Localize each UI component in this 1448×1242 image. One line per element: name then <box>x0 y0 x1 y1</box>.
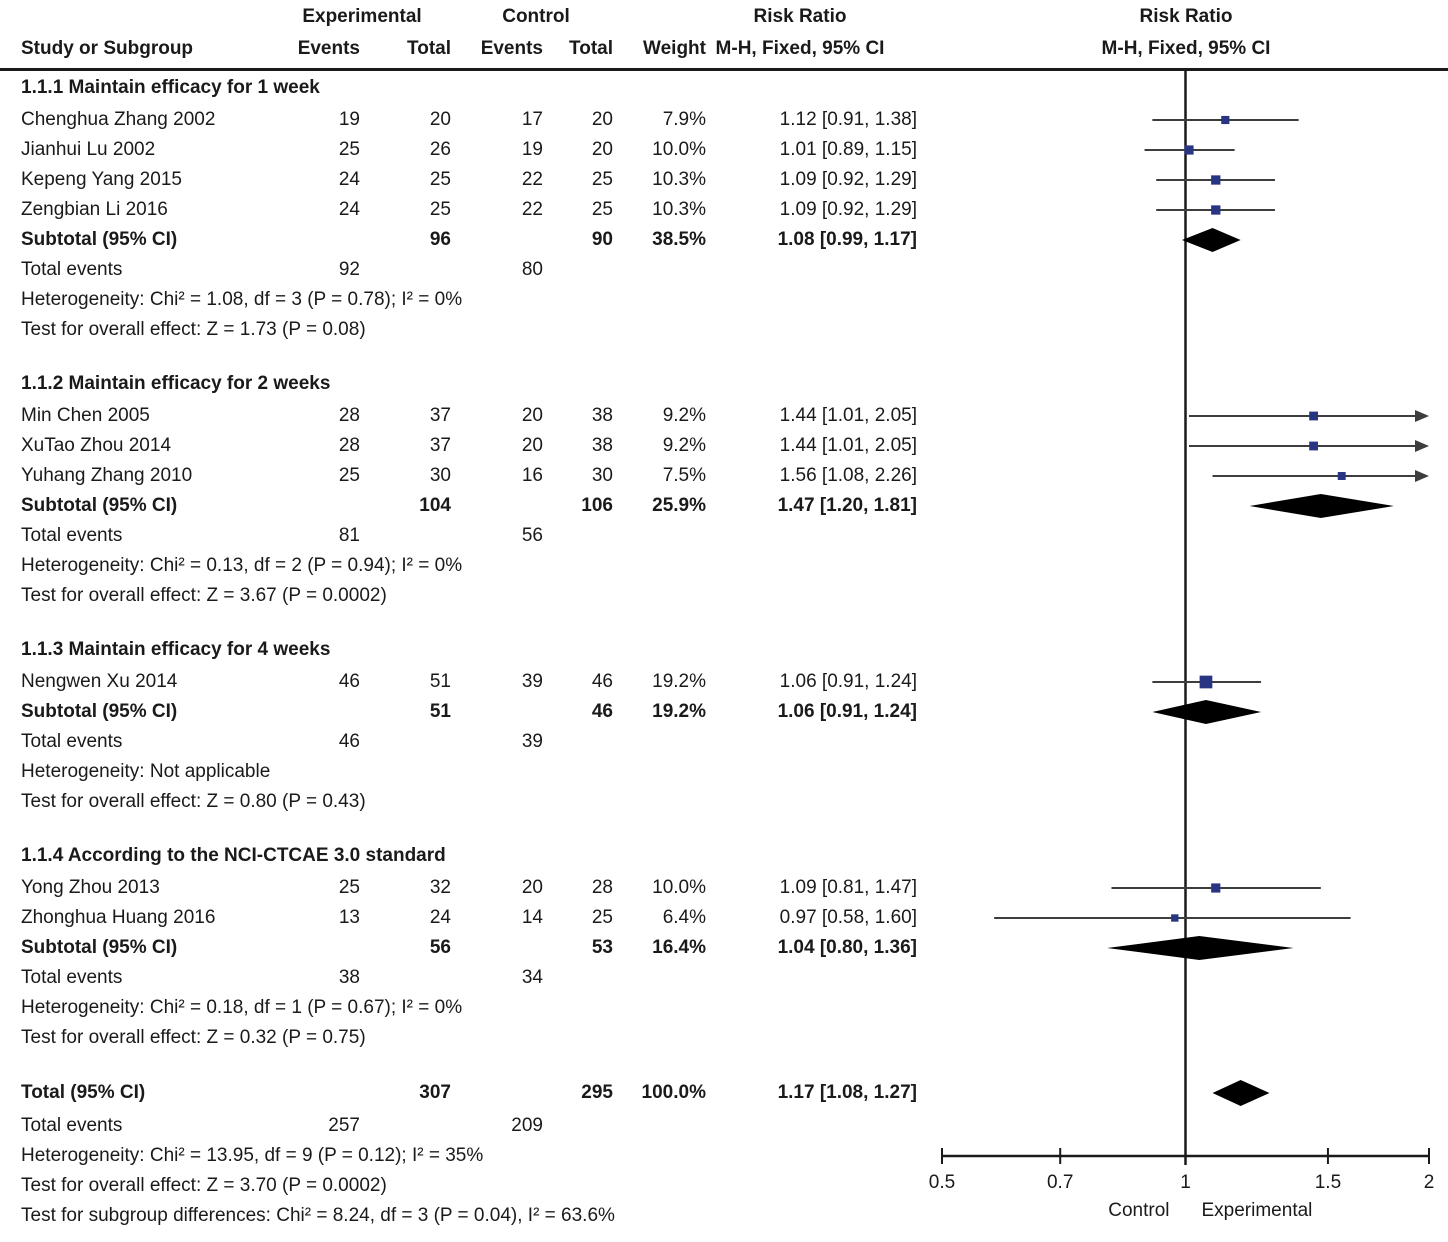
col-method-plot: M-H, Fixed, 95% CI <box>1101 38 1271 59</box>
ctrl-events: 19 <box>521 139 543 160</box>
study-name: Zhonghua Huang 2016 <box>21 907 216 928</box>
table-row <box>0 255 1448 285</box>
exp-events: 24 <box>338 169 360 190</box>
exp-total: 307 <box>419 1082 451 1103</box>
table-row <box>0 933 1448 963</box>
exp-events: 25 <box>338 465 360 486</box>
table-row <box>0 195 1448 225</box>
weight: 19.2% <box>652 701 706 722</box>
col-method-text: M-H, Fixed, 95% CI <box>715 38 885 59</box>
ctrl-total: 106 <box>581 495 613 516</box>
col-ctrl-events: Events <box>480 38 543 59</box>
weight: 6.4% <box>662 907 706 928</box>
total-events-label: Total events <box>21 1115 123 1136</box>
study-name: Yong Zhou 2013 <box>21 877 160 898</box>
exp-total: 104 <box>419 495 451 516</box>
risk-ratio-ci: 1.04 [0.80, 1.36] <box>777 937 917 958</box>
table-row <box>0 285 1448 315</box>
weight: 25.9% <box>652 495 706 516</box>
weight: 10.0% <box>652 139 706 160</box>
total-events-exp: 257 <box>328 1115 360 1136</box>
total-events-exp: 81 <box>338 525 360 546</box>
weight: 10.3% <box>652 199 706 220</box>
exp-total: 37 <box>429 405 451 426</box>
table-row <box>0 105 1448 135</box>
risk-ratio-ci: 1.56 [1.08, 2.26] <box>779 465 917 486</box>
subtotal-label: Subtotal (95% CI) <box>21 495 178 516</box>
col-weight: Weight <box>643 38 706 59</box>
overall-effect-text: Test for overall effect: Z = 0.32 (P = 0.75) <box>21 1027 366 1048</box>
heterogeneity-text: Heterogeneity: Chi² = 0.13, df = 2 (P = 0.94); I² = 0% <box>21 555 463 576</box>
total-events-exp: 92 <box>338 259 360 280</box>
weight: 19.2% <box>652 671 706 692</box>
weight: 16.4% <box>652 937 706 958</box>
risk-ratio-ci: 1.44 [1.01, 2.05] <box>779 405 917 426</box>
axis-tick-label: 1 <box>1180 1172 1191 1193</box>
col-ctrl-total: Total <box>569 38 613 59</box>
table-row <box>0 667 1448 697</box>
col-group-control: Control <box>502 6 570 27</box>
ctrl-events: 20 <box>521 877 543 898</box>
ctrl-total: 28 <box>591 877 613 898</box>
exp-total: 32 <box>429 877 451 898</box>
ctrl-events: 20 <box>521 435 543 456</box>
table-row <box>0 1141 1448 1171</box>
table-row <box>0 491 1448 521</box>
risk-ratio-ci: 1.09 [0.92, 1.29] <box>779 199 917 220</box>
ctrl-total: 38 <box>591 405 613 426</box>
col-exp-total: Total <box>407 38 451 59</box>
table-row <box>0 225 1448 255</box>
table-row <box>0 401 1448 431</box>
subtotal-label: Subtotal (95% CI) <box>21 937 178 958</box>
total-events-ctrl: 209 <box>511 1115 543 1136</box>
table-row <box>0 787 1448 817</box>
weight: 7.5% <box>662 465 706 486</box>
subgroup-title: 1.1.3 Maintain efficacy for 4 weeks <box>21 639 331 660</box>
axis-tick-label: 2 <box>1423 1172 1435 1193</box>
risk-ratio-ci: 1.09 [0.81, 1.47] <box>779 877 917 898</box>
total-label: Total (95% CI) <box>21 1082 146 1103</box>
study-name: Yuhang Zhang 2010 <box>21 465 193 486</box>
weight: 10.3% <box>652 169 706 190</box>
risk-ratio-ci: 1.06 [0.91, 1.24] <box>779 671 917 692</box>
exp-total: 30 <box>429 465 451 486</box>
exp-total: 26 <box>429 139 451 160</box>
ctrl-total: 20 <box>591 109 613 130</box>
risk-ratio-ci: 1.12 [0.91, 1.38] <box>779 109 917 130</box>
col-effect-title-text: Risk Ratio <box>753 6 847 27</box>
total-events-label: Total events <box>21 967 123 988</box>
overall-effect-text: Test for overall effect: Z = 1.73 (P = 0.08) <box>21 319 366 340</box>
table-row <box>0 367 1448 401</box>
axis-tick-label: 0.5 <box>928 1172 956 1193</box>
exp-events: 25 <box>338 877 360 898</box>
exp-events: 28 <box>338 435 360 456</box>
axis-left-label: Control <box>1108 1200 1170 1221</box>
col-effect-title-plot: Risk Ratio <box>1139 6 1233 27</box>
exp-events: 46 <box>338 671 360 692</box>
table-row <box>0 1075 1448 1111</box>
overall-effect-text: Test for overall effect: Z = 3.67 (P = 0.0002) <box>21 585 387 606</box>
exp-total: 20 <box>429 109 451 130</box>
exp-total: 25 <box>429 169 451 190</box>
exp-total: 25 <box>429 199 451 220</box>
axis-right-label: Experimental <box>1201 1200 1313 1221</box>
risk-ratio-ci: 1.44 [1.01, 2.05] <box>779 435 917 456</box>
ctrl-total: 295 <box>581 1082 613 1103</box>
ctrl-total: 38 <box>591 435 613 456</box>
study-name: Nengwen Xu 2014 <box>21 671 178 692</box>
subtotal-label: Subtotal (95% CI) <box>21 229 178 250</box>
total-events-label: Total events <box>21 259 123 280</box>
table-row <box>0 461 1448 491</box>
total-events-label: Total events <box>21 525 123 546</box>
risk-ratio-ci: 0.97 [0.58, 1.60] <box>779 907 917 928</box>
ctrl-total: 25 <box>591 907 613 928</box>
exp-total: 37 <box>429 435 451 456</box>
weight: 10.0% <box>652 877 706 898</box>
table-header <box>0 0 1448 71</box>
heterogeneity-text: Heterogeneity: Chi² = 13.95, df = 9 (P = 0.12); I² = 35% <box>21 1145 484 1166</box>
table-row <box>0 839 1448 873</box>
table-row <box>0 757 1448 787</box>
subgroup-title: 1.1.1 Maintain efficacy for 1 week <box>21 77 320 98</box>
table-row <box>0 873 1448 903</box>
ctrl-events: 16 <box>521 465 543 486</box>
total-events-exp: 46 <box>338 731 360 752</box>
ctrl-total: 90 <box>591 229 613 250</box>
ctrl-total: 25 <box>591 199 613 220</box>
study-name: Jianhui Lu 2002 <box>21 139 156 160</box>
weight: 9.2% <box>662 405 706 426</box>
ctrl-events: 22 <box>521 199 543 220</box>
table-row <box>0 903 1448 933</box>
exp-events: 25 <box>338 139 360 160</box>
table-row <box>0 315 1448 345</box>
exp-events: 24 <box>338 199 360 220</box>
risk-ratio-ci: 1.01 [0.89, 1.15] <box>779 139 917 160</box>
table-row <box>0 1201 1448 1231</box>
table-row <box>0 165 1448 195</box>
table-body <box>0 71 1448 1231</box>
total-events-exp: 38 <box>338 967 360 988</box>
table-row <box>0 71 1448 105</box>
table-row <box>0 1023 1448 1053</box>
exp-total: 96 <box>429 229 451 250</box>
table-row <box>0 551 1448 581</box>
study-name: XuTao Zhou 2014 <box>21 435 172 456</box>
risk-ratio-ci: 1.47 [1.20, 1.81] <box>777 495 917 516</box>
subgroup-title: 1.1.2 Maintain efficacy for 2 weeks <box>21 373 331 394</box>
heterogeneity-text: Heterogeneity: Not applicable <box>21 761 271 782</box>
exp-total: 51 <box>429 701 451 722</box>
table-row <box>0 521 1448 551</box>
risk-ratio-ci: 1.17 [1.08, 1.27] <box>777 1082 917 1103</box>
axis-tick-label: 1.5 <box>1314 1172 1342 1193</box>
ctrl-total: 46 <box>591 671 613 692</box>
total-events-ctrl: 80 <box>521 259 543 280</box>
subtotal-label: Subtotal (95% CI) <box>21 701 178 722</box>
overall-effect-text: Test for overall effect: Z = 3.70 (P = 0.0002) <box>21 1175 387 1196</box>
table-row <box>0 633 1448 667</box>
ctrl-total: 53 <box>591 937 613 958</box>
ctrl-total: 30 <box>591 465 613 486</box>
total-events-ctrl: 39 <box>521 731 543 752</box>
exp-events: 19 <box>338 109 360 130</box>
overall-effect-text: Test for overall effect: Z = 0.80 (P = 0.43) <box>21 791 366 812</box>
col-exp-events: Events <box>297 38 360 59</box>
table-row <box>0 611 1448 633</box>
exp-events: 13 <box>338 907 360 928</box>
table-row <box>0 1111 1448 1141</box>
study-name: Min Chen 2005 <box>21 405 150 426</box>
exp-total: 56 <box>429 937 451 958</box>
subgroup-diff-text: Test for subgroup differences: Chi² = 8.24, df = 3 (P = 0.04), I² = 63.6% <box>21 1205 615 1226</box>
study-name: Zengbian Li 2016 <box>21 199 168 220</box>
exp-total: 51 <box>429 671 451 692</box>
table-row <box>0 431 1448 461</box>
ctrl-total: 46 <box>591 701 613 722</box>
table-row <box>0 963 1448 993</box>
table-row <box>0 727 1448 757</box>
ctrl-events: 20 <box>521 405 543 426</box>
axis-tick-label: 0.7 <box>1046 1172 1074 1193</box>
table-row <box>0 817 1448 839</box>
ctrl-events: 14 <box>521 907 543 928</box>
col-study: Study or Subgroup <box>21 38 194 59</box>
risk-ratio-ci: 1.08 [0.99, 1.17] <box>777 229 917 250</box>
weight: 7.9% <box>662 109 706 130</box>
total-events-ctrl: 34 <box>521 967 543 988</box>
ctrl-total: 25 <box>591 169 613 190</box>
subgroup-title: 1.1.4 According to the NCI-CTCAE 3.0 standard <box>21 845 446 866</box>
study-name: Kepeng Yang 2015 <box>21 169 182 190</box>
total-events-ctrl: 56 <box>521 525 543 546</box>
ctrl-events: 39 <box>521 671 543 692</box>
risk-ratio-ci: 1.06 [0.91, 1.24] <box>777 701 917 722</box>
table-row <box>0 697 1448 727</box>
ctrl-events: 17 <box>521 109 543 130</box>
ctrl-total: 20 <box>591 139 613 160</box>
heterogeneity-text: Heterogeneity: Chi² = 0.18, df = 1 (P = 0.67); I² = 0% <box>21 997 463 1018</box>
table-row <box>0 993 1448 1023</box>
heterogeneity-text: Heterogeneity: Chi² = 1.08, df = 3 (P = 0.78); I² = 0% <box>21 289 463 310</box>
table-row <box>0 345 1448 367</box>
table-row <box>0 135 1448 165</box>
exp-events: 28 <box>338 405 360 426</box>
exp-total: 24 <box>429 907 451 928</box>
study-name: Chenghua Zhang 2002 <box>21 109 216 130</box>
weight: 100.0% <box>641 1082 706 1103</box>
col-group-experimental: Experimental <box>302 6 422 27</box>
ctrl-events: 22 <box>521 169 543 190</box>
table-row <box>0 1053 1448 1075</box>
table-row <box>0 581 1448 611</box>
table-row <box>0 1171 1448 1201</box>
risk-ratio-ci: 1.09 [0.92, 1.29] <box>779 169 917 190</box>
weight: 38.5% <box>652 229 706 250</box>
weight: 9.2% <box>662 435 706 456</box>
total-events-label: Total events <box>21 731 123 752</box>
